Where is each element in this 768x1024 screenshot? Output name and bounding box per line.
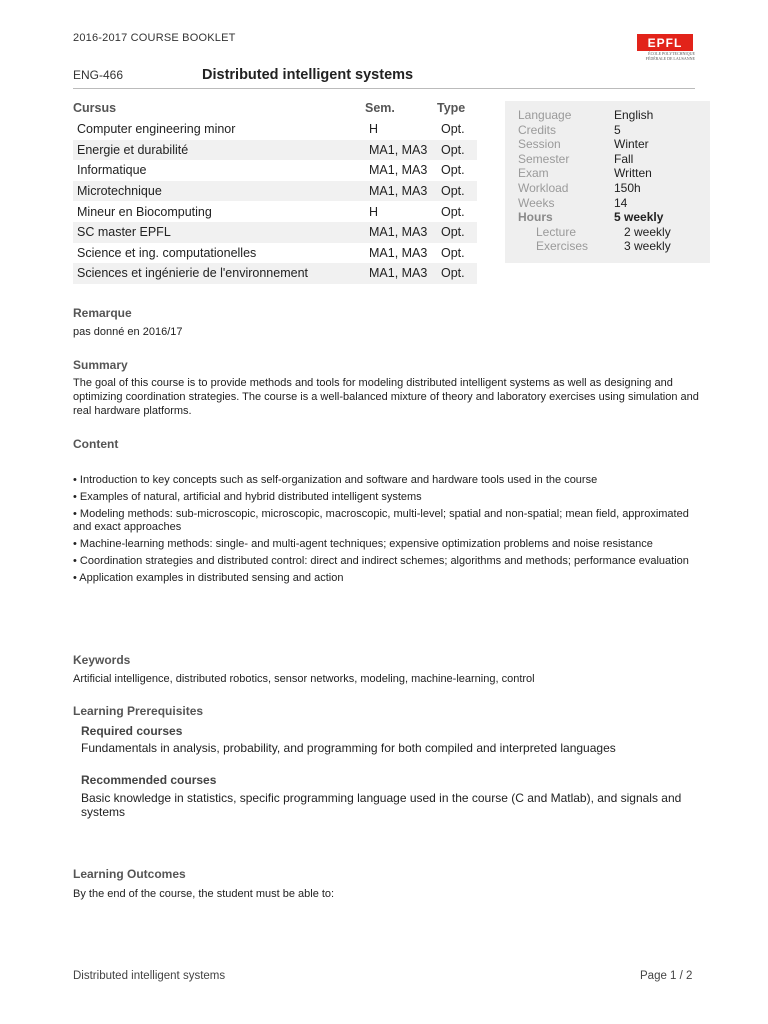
info-value: 150h [614,181,641,195]
title-divider [73,88,695,89]
semester-cell: MA1, MA3 [365,181,437,202]
semester-cell: MA1, MA3 [369,163,428,178]
list-item: • Introduction to key concepts such as self-organization and software and hardware tools used in the course [73,474,598,486]
epfl-logo [637,34,695,64]
cursus-cell: SC master EPFL [73,222,365,243]
info-label: Credits [518,122,557,137]
type-cell: Opt. [437,222,477,243]
cursus-cell: Energie et durabilité [73,140,365,161]
table-row [73,119,477,140]
cursus-cell: Informatique [77,163,147,178]
type-cell: Opt. [437,181,477,202]
info-value: Fall [614,151,634,166]
outcomes-heading: Learning Outcomes [73,867,186,881]
keywords-text: Artificial intelligence, distributed robotics, sensor networks, modeling, machine-learning, control [73,673,535,685]
summary-text: The goal of this course is to provide methods and tools for modeling distributed intelligent systems as well as designing and optimizing coordination strategies. The course is a well-balanced mixture of theory and laboratory exercises using simulation and real hardware platforms. [73,377,699,417]
content-heading: Content [73,437,119,451]
info-label: Weeks [518,195,555,210]
column-header-semester: Sem. [365,101,395,115]
outcomes-text: By the end of the course, the student must be able to: [73,888,335,900]
list-item: • Coordination strategies and distributed control: direct and indirect schemes; algorithms and methods; performance evaluation [73,555,689,567]
list-item: • Examples of natural, artificial and hybrid distributed intelligent systems [73,491,422,503]
table-row [73,243,477,264]
footer-course-title: Distributed intelligent systems [73,970,226,982]
type-cell: Opt. [441,163,465,178]
type-cell: Opt. [441,204,465,219]
required-courses-heading: Required courses [81,724,183,738]
cursus-cell: Sciences et ingénierie de l'environnement [73,263,365,284]
info-label: Language [518,108,572,122]
info-value: English [614,108,654,122]
cursus-cell: Computer engineering minor [77,122,236,137]
course-info-box [505,101,710,263]
info-label: Exam [518,166,549,181]
booklet-header: 2016-2017 COURSE BOOKLET [73,32,236,44]
list-item: • Modeling methods: sub-microscopic, microscopic, macroscopic, multi-level; spatial and non-spatial; mean field, approximated and exact approaches [73,508,689,533]
remarque-text: pas donné en 2016/17 [73,326,183,338]
prerequisites-heading: Learning Prerequisites [73,704,204,718]
info-label: Lecture [536,224,577,239]
semester-cell: H [369,204,379,219]
info-value: 2 weekly [624,224,671,239]
semester-cell: MA1, MA3 [369,245,428,260]
cursus-cell: Science et ing. computationelles [77,245,257,260]
column-header-cursus: Cursus [73,101,117,115]
info-value: 3 weekly [624,239,671,254]
table-header-row [73,99,477,119]
info-label: Semester [518,151,570,166]
semester-cell: MA1, MA3 [365,140,437,161]
table-row [73,263,477,284]
cursus-table [73,99,477,284]
recommended-courses-heading: Recommended courses [81,773,217,787]
semester-cell: MA1, MA3 [365,222,437,243]
list-item: • Machine-learning methods: single- and multi-agent techniques; expensive optimization problems and noise resistance [73,538,653,550]
info-value: Written [614,166,652,181]
info-label: Exercises [536,239,589,254]
page-number: Page 1 / 2 [640,970,693,982]
cursus-cell: Mineur en Biocomputing [77,204,212,219]
remarque-heading: Remarque [73,306,132,320]
type-cell: Opt. [441,122,465,137]
cursus-cell: Microtechnique [73,181,365,202]
info-value: 5 [614,122,621,137]
table-row [73,201,477,222]
semester-cell: H [369,122,379,137]
logo-subtitle-2: FÉDÉRALE DE LAUSANNE [645,56,695,61]
table-row [73,181,477,202]
info-value: Winter [614,137,649,152]
recommended-courses-text: Basic knowledge in statistics, specific programming language used in the course (C and Matlab), and signals and systems [81,791,682,819]
course-title: Distributed intelligent systems [202,67,414,83]
list-item: • Application examples in distributed sensing and action [73,572,344,584]
logo-subtitle-1: ÉCOLE POLYTECHNIQUE [648,51,695,56]
keywords-heading: Keywords [73,653,131,667]
info-value: 5 weekly [614,210,664,225]
logo-mark: EPFL [637,34,693,51]
content-list [73,474,703,589]
type-cell: Opt. [437,263,477,284]
type-cell: Opt. [437,140,477,161]
table-row [73,140,477,161]
type-cell: Opt. [441,245,465,260]
info-label: Workload [518,181,569,195]
summary-heading: Summary [73,358,128,372]
table-row [73,160,477,181]
info-value: 14 [614,195,628,210]
course-code: ENG-466 [73,68,124,82]
info-label: Session [518,137,561,152]
info-label: Hours [518,210,553,225]
required-courses-text: Fundamentals in analysis, probability, and programming for both compiled and interpreted languages [81,741,616,755]
semester-cell: MA1, MA3 [365,263,437,284]
table-row [73,222,477,243]
column-header-type: Type [437,101,466,115]
